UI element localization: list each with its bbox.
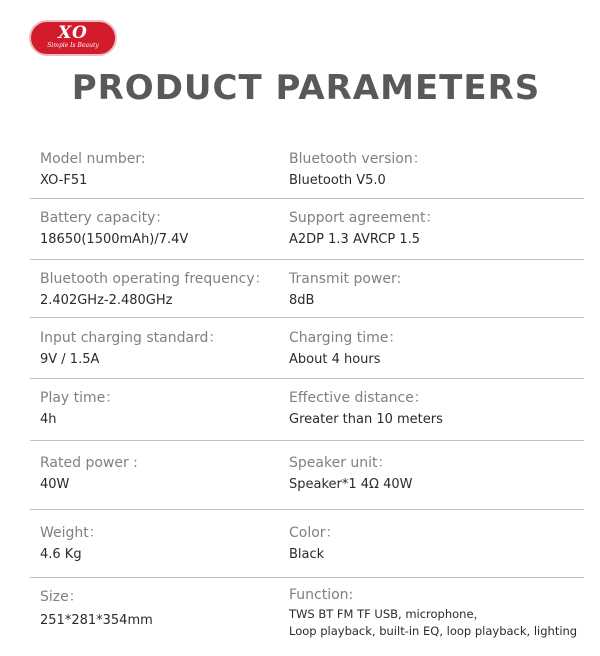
spec-value-line2: Loop playback, built-in EQ, loop playback, lighting xyxy=(289,624,578,638)
spec-row xyxy=(30,317,584,379)
spec-value: 8dB xyxy=(289,293,315,308)
spec-label: Function: xyxy=(289,587,354,603)
spec-row xyxy=(30,140,584,199)
spec-value: XO-F51 xyxy=(40,173,88,188)
spec-label: Bluetooth operating frequency： xyxy=(40,271,269,287)
spec-cell-weight xyxy=(40,523,280,565)
brand-logo-mark: XO xyxy=(58,23,88,43)
spec-value: 4.6 Kg xyxy=(40,547,82,562)
spec-cell-size xyxy=(40,587,280,631)
spec-cell-transmit-power xyxy=(289,269,584,311)
spec-cell-function xyxy=(289,585,584,640)
spec-label: Weight： xyxy=(40,525,103,541)
spec-row xyxy=(30,259,584,318)
spec-label: Speaker unit： xyxy=(289,455,392,471)
spec-cell-model-number xyxy=(40,149,280,191)
spec-label: Model number: xyxy=(40,151,146,167)
spec-value: TWS BT FM TF USB, microphone， xyxy=(289,607,486,621)
spec-cell-charging-time xyxy=(289,328,584,370)
spec-cell-input-charging xyxy=(40,328,280,370)
spec-label: Bluetooth version： xyxy=(289,151,427,167)
spec-value: 2.402GHz-2.480GHz xyxy=(40,293,173,308)
spec-cell-support-agreement xyxy=(289,208,584,250)
brand-logo xyxy=(29,20,117,56)
spec-cell-play-time xyxy=(40,388,280,430)
spec-cell-bluetooth-version xyxy=(289,149,584,191)
spec-label: Play time： xyxy=(40,390,120,406)
spec-cell-rated-power xyxy=(40,453,280,495)
spec-value: Speaker*1 4Ω 40W xyxy=(289,477,413,492)
spec-cell-effective-distance xyxy=(289,388,584,430)
spec-row xyxy=(30,378,584,441)
spec-cell-color xyxy=(289,523,584,565)
spec-value: 4h xyxy=(40,412,57,427)
spec-label: Effective distance： xyxy=(289,390,428,406)
spec-value: 251*281*354mm xyxy=(40,613,153,628)
spec-row xyxy=(30,509,584,578)
brand-tagline: Simple Is Beauty xyxy=(47,42,99,49)
spec-label: Size： xyxy=(40,589,83,605)
spec-label: Support agreement： xyxy=(289,210,440,226)
spec-row xyxy=(30,198,584,260)
spec-value: 18650(1500mAh)/7.4V xyxy=(40,232,189,247)
spec-value: Black xyxy=(289,547,325,562)
spec-label: Charging time： xyxy=(289,330,403,346)
spec-value: Bluetooth V5.0 xyxy=(289,173,386,188)
spec-label: Battery capacity： xyxy=(40,210,170,226)
spec-value: About 4 hours xyxy=(289,352,381,367)
spec-cell-speaker-unit xyxy=(289,453,584,495)
spec-label: Color： xyxy=(289,525,340,541)
spec-label: Input charging standard： xyxy=(40,330,223,346)
spec-cell-battery-capacity xyxy=(40,208,280,250)
page-title: PRODUCT PARAMETERS xyxy=(71,68,541,108)
spec-row xyxy=(30,577,584,647)
spec-row xyxy=(30,440,584,510)
spec-cell-operating-frequency xyxy=(40,269,280,311)
spec-value: A2DP 1.3 AVRCP 1.5 xyxy=(289,232,421,247)
spec-value: 40W xyxy=(40,477,70,492)
spec-value: 9V / 1.5A xyxy=(40,352,100,367)
spec-value: Greater than 10 meters xyxy=(289,412,443,427)
spec-label: Transmit power: xyxy=(289,271,402,287)
spec-label: Rated power : xyxy=(40,455,138,471)
